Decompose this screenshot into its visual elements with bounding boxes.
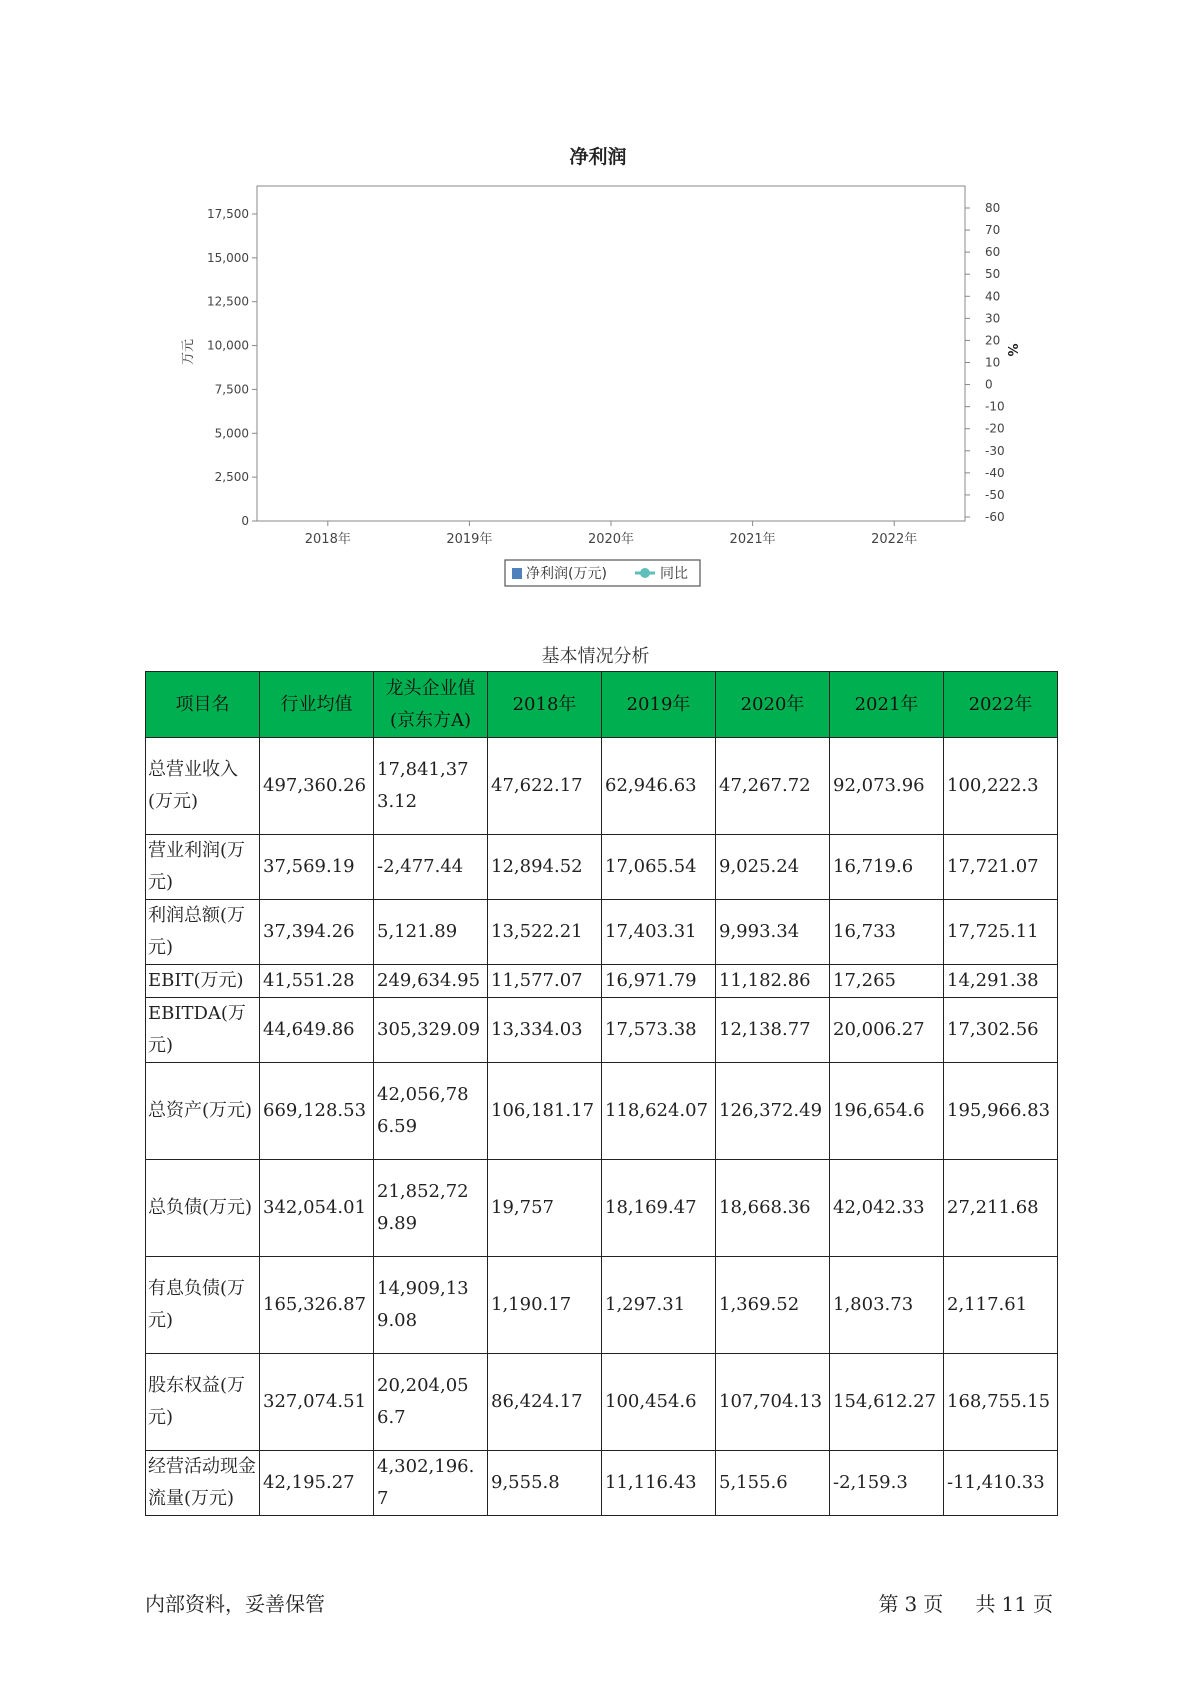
- value-cell: 17,265: [830, 965, 944, 998]
- value-cell: 17,573.38: [602, 998, 716, 1063]
- value-cell: 17,841,373.12: [374, 738, 488, 835]
- y2-tick-label: 40: [985, 289, 1001, 304]
- row-label-cell: EBITDA(万元): [146, 998, 260, 1063]
- y2-tick-label: -10: [985, 399, 1005, 414]
- table-caption: 基本情况分析: [541, 646, 650, 667]
- total-suffix: 页: [1033, 1592, 1053, 1616]
- table-header-row: [146, 672, 1058, 738]
- value-cell: 17,721.07: [944, 835, 1058, 900]
- column-header: 2021年: [830, 672, 944, 738]
- y-tick-label: 5,000: [214, 426, 249, 441]
- page-prefix: 第: [878, 1592, 899, 1616]
- chart-axes: [181, 186, 1019, 547]
- value-cell: 37,569.19: [260, 835, 374, 900]
- y2-tick-label: 60: [985, 245, 1001, 260]
- value-cell: 17,065.54: [602, 835, 716, 900]
- value-cell: 327,074.51: [260, 1354, 374, 1451]
- y-tick-label: 10,000: [207, 338, 249, 353]
- value-cell: 20,204,056.7: [374, 1354, 488, 1451]
- table-row: [146, 900, 1058, 965]
- plot-frame: [257, 186, 965, 521]
- value-cell: 497,360.26: [260, 738, 374, 835]
- value-cell: 27,211.68: [944, 1160, 1058, 1257]
- table-row: [146, 1257, 1058, 1354]
- x-tick-label: 2020年: [587, 532, 635, 547]
- value-cell: 17,403.31: [602, 900, 716, 965]
- total-prefix: 共: [975, 1592, 996, 1616]
- value-cell: 14,291.38: [944, 965, 1058, 998]
- row-label-cell: 经营活动现金流量(万元): [146, 1451, 260, 1516]
- y2-axis-title: %: [1004, 343, 1019, 357]
- value-cell: 4,302,196.7: [374, 1451, 488, 1516]
- y2-tick-label: -30: [985, 443, 1005, 458]
- value-cell: 5,155.6: [716, 1451, 830, 1516]
- table-row: [146, 1063, 1058, 1160]
- value-cell: -2,159.3: [830, 1451, 944, 1516]
- value-cell: 13,522.21: [488, 900, 602, 965]
- row-label-cell: 股东权益(万元): [146, 1354, 260, 1451]
- x-tick-label: 2022年: [871, 532, 918, 547]
- value-cell: 106,181.17: [488, 1063, 602, 1160]
- value-cell: 12,138.77: [716, 998, 830, 1063]
- value-cell: 1,369.52: [716, 1257, 830, 1354]
- value-cell: 342,054.01: [260, 1160, 374, 1257]
- value-cell: 165,326.87: [260, 1257, 374, 1354]
- value-cell: 16,719.6: [830, 835, 944, 900]
- chart-legend: [505, 560, 700, 586]
- value-cell: 1,803.73: [830, 1257, 944, 1354]
- value-cell: 9,025.24: [716, 835, 830, 900]
- value-cell: 86,424.17: [488, 1354, 602, 1451]
- value-cell: 13,334.03: [488, 998, 602, 1063]
- row-label-cell: 利润总额(万元): [146, 900, 260, 965]
- row-label-cell: 总负债(万元): [146, 1160, 260, 1257]
- table-row: [146, 965, 1058, 998]
- x-tick-label: 2021年: [729, 532, 776, 547]
- table-row: [146, 1451, 1058, 1516]
- value-cell: 47,622.17: [488, 738, 602, 835]
- value-cell: 669,128.53: [260, 1063, 374, 1160]
- y2-tick-label: 0: [985, 377, 993, 392]
- y2-tick-label: 10: [985, 355, 1001, 370]
- table-row: [146, 998, 1058, 1063]
- y-tick-label: 0: [241, 514, 249, 528]
- value-cell: 62,946.63: [602, 738, 716, 835]
- y-tick-label: 12,500: [207, 294, 249, 309]
- footer-note: 内部资料，妥善保管: [145, 1592, 325, 1616]
- value-cell: 9,993.34: [716, 900, 830, 965]
- value-cell: 154,612.27: [830, 1354, 944, 1451]
- value-cell: 196,654.6: [830, 1063, 944, 1160]
- value-cell: 17,302.56: [944, 998, 1058, 1063]
- value-cell: 305,329.09: [374, 998, 488, 1063]
- column-header: 2020年: [716, 672, 830, 738]
- page-mid: 页: [923, 1592, 944, 1616]
- value-cell: 18,169.47: [602, 1160, 716, 1257]
- value-cell: 19,757: [488, 1160, 602, 1257]
- chart-title: 净利润: [569, 146, 627, 168]
- column-header: 2018年: [488, 672, 602, 738]
- y2-tick-label: 20: [985, 333, 1001, 348]
- value-cell: 12,894.52: [488, 835, 602, 900]
- value-cell: 44,649.86: [260, 998, 374, 1063]
- value-cell: -2,477.44: [374, 835, 488, 900]
- value-cell: 18,668.36: [716, 1160, 830, 1257]
- value-cell: 14,909,139.08: [374, 1257, 488, 1354]
- y-tick-label: 7,500: [214, 382, 249, 397]
- value-cell: 11,116.43: [602, 1451, 716, 1516]
- column-header: 2022年: [944, 672, 1058, 738]
- table-row: [146, 835, 1058, 900]
- value-cell: 42,042.33: [830, 1160, 944, 1257]
- value-cell: 42,195.27: [260, 1451, 374, 1516]
- y2-tick-label: 70: [985, 223, 1001, 238]
- row-label-cell: 总资产(万元): [146, 1063, 260, 1160]
- value-cell: 20,006.27: [830, 998, 944, 1063]
- value-cell: 107,704.13: [716, 1354, 830, 1451]
- value-cell: -11,410.33: [944, 1451, 1058, 1516]
- value-cell: 249,634.95: [374, 965, 488, 998]
- y2-tick-label: -40: [985, 465, 1005, 480]
- column-header: 龙头企业值(京东方A): [374, 672, 488, 738]
- table-row: [146, 1354, 1058, 1451]
- value-cell: 126,372.49: [716, 1063, 830, 1160]
- value-cell: 5,121.89: [374, 900, 488, 965]
- value-cell: 41,551.28: [260, 965, 374, 998]
- value-cell: 16,971.79: [602, 965, 716, 998]
- x-tick-label: 2019年: [446, 532, 493, 547]
- legend-line-label: 同比: [660, 566, 688, 582]
- value-cell: 42,056,786.59: [374, 1063, 488, 1160]
- y2-tick-label: -20: [985, 421, 1005, 436]
- row-label-cell: 营业利润(万元): [146, 835, 260, 900]
- net-profit-chart: [0, 0, 1191, 620]
- legend-bar-label: 净利润(万元): [526, 566, 607, 582]
- value-cell: 11,577.07: [488, 965, 602, 998]
- column-header: 项目名: [146, 672, 260, 738]
- page-number: 3: [904, 1592, 918, 1616]
- value-cell: 11,182.86: [716, 965, 830, 998]
- total-pages: 11: [1001, 1592, 1027, 1616]
- legend-line-marker: [640, 568, 650, 578]
- value-cell: 9,555.8: [488, 1451, 602, 1516]
- value-cell: 47,267.72: [716, 738, 830, 835]
- value-cell: 17,725.11: [944, 900, 1058, 965]
- basic-analysis-table: [145, 671, 1058, 1516]
- column-header: 2019年: [602, 672, 716, 738]
- value-cell: 21,852,729.89: [374, 1160, 488, 1257]
- value-cell: 16,733: [830, 900, 944, 965]
- row-label-cell: 有息负债(万元): [146, 1257, 260, 1354]
- page-indicator: [872, 1588, 1053, 1617]
- legend-bar-swatch: [512, 568, 522, 579]
- y-tick-label: 2,500: [214, 470, 249, 485]
- value-cell: 92,073.96: [830, 738, 944, 835]
- y2-tick-label: 50: [985, 267, 1001, 282]
- row-label-cell: EBIT(万元): [146, 965, 260, 998]
- y-axis-title: 万元: [181, 338, 196, 366]
- value-cell: 195,966.83: [944, 1063, 1058, 1160]
- y2-tick-label: -50: [985, 487, 1005, 502]
- value-cell: 1,190.17: [488, 1257, 602, 1354]
- value-cell: 118,624.07: [602, 1063, 716, 1160]
- value-cell: 100,222.3: [944, 738, 1058, 835]
- column-header: 行业均值: [260, 672, 374, 738]
- y-tick-label: 15,000: [207, 250, 249, 265]
- table-row: [146, 738, 1058, 835]
- table-row: [146, 1160, 1058, 1257]
- x-tick-label: 2018年: [304, 532, 351, 547]
- row-label-cell: 总营业收入(万元): [146, 738, 260, 835]
- y2-tick-label: 30: [985, 311, 1001, 326]
- y-tick-label: 17,500: [207, 207, 249, 221]
- value-cell: 37,394.26: [260, 900, 374, 965]
- value-cell: 168,755.15: [944, 1354, 1058, 1451]
- value-cell: 1,297.31: [602, 1257, 716, 1354]
- value-cell: 100,454.6: [602, 1354, 716, 1451]
- y2-tick-label: 80: [985, 201, 1001, 215]
- y2-tick-label: -60: [985, 510, 1005, 524]
- value-cell: 2,117.61: [944, 1257, 1058, 1354]
